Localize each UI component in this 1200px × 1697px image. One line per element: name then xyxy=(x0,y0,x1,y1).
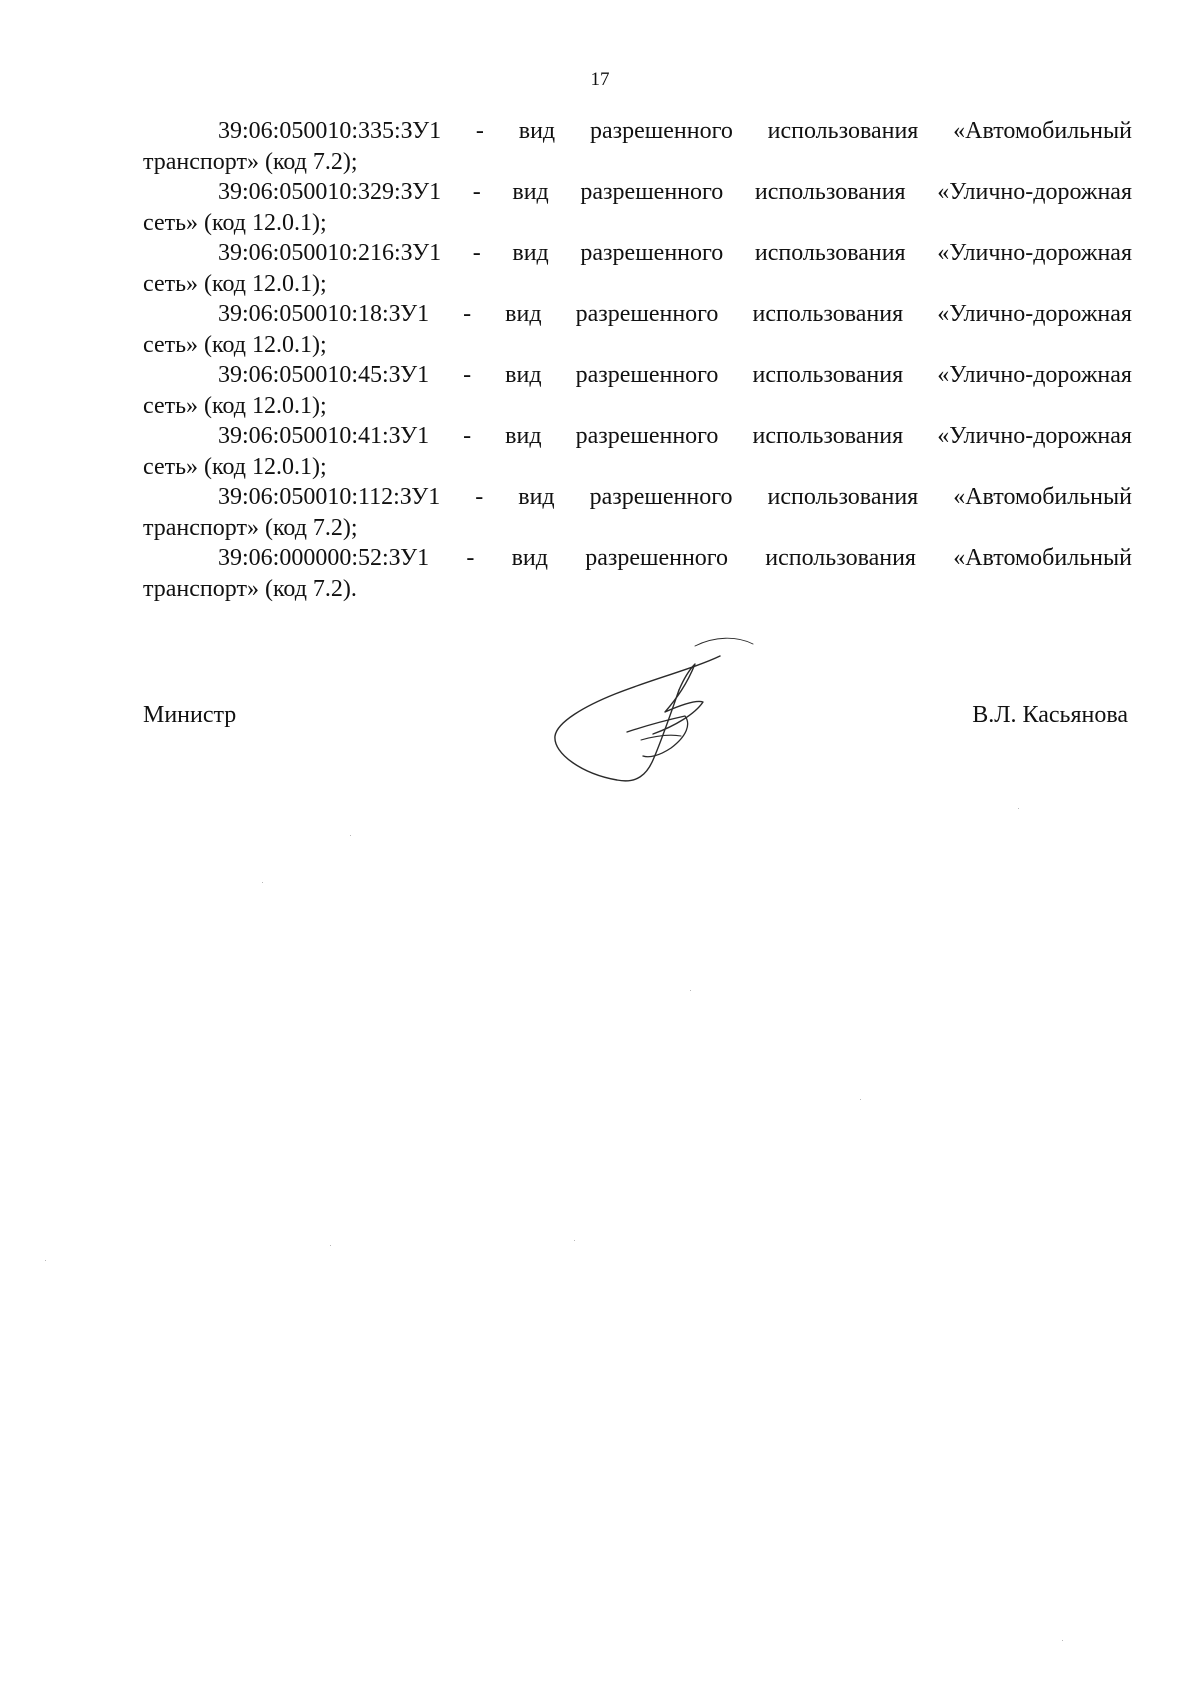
entry-word: разрешенного xyxy=(580,179,724,205)
entry-first-line xyxy=(143,360,1132,391)
entry-word: разрешенного xyxy=(575,362,719,388)
entry-word: - xyxy=(475,118,484,144)
entry-word: «Улично-дорожная xyxy=(937,179,1132,205)
entry-continuation: сеть» (код 12.0.1); xyxy=(143,392,327,419)
parcel-code: 39:06:050010:216:ЗУ1 xyxy=(218,240,442,266)
entry-word: «Автомобильный xyxy=(953,118,1132,144)
entry-word: разрешенного xyxy=(589,484,733,510)
entry-first-line xyxy=(143,238,1132,269)
parcel-entry xyxy=(143,482,1132,543)
parcel-code: 39:06:050010:329:ЗУ1 xyxy=(218,179,442,205)
entry-word: использования xyxy=(752,362,904,388)
entry-continuation: сеть» (код 12.0.1); xyxy=(143,270,327,297)
entry-first-line xyxy=(143,177,1132,208)
signature-stroke xyxy=(653,664,703,734)
parcel-code: 39:06:050010:18:ЗУ1 xyxy=(218,301,430,327)
entry-word: «Улично-дорожная xyxy=(937,240,1132,266)
parcel-code: 39:06:050010:41:ЗУ1 xyxy=(218,423,430,449)
scan-speck xyxy=(45,1260,46,1261)
parcel-list xyxy=(143,116,1132,604)
scan-speck xyxy=(690,990,691,991)
signature-stroke xyxy=(695,638,753,646)
entry-word: «Автомобильный xyxy=(953,545,1132,571)
signer-name: В.Л. Касьянова xyxy=(972,702,1128,728)
entry-continuation: транспорт» (код 7.2); xyxy=(143,148,358,175)
entry-continuation: сеть» (код 12.0.1); xyxy=(143,331,327,358)
scan-speck xyxy=(330,1245,331,1246)
entry-first-line xyxy=(143,543,1132,574)
entry-first-line xyxy=(143,299,1132,330)
entry-word: вид xyxy=(505,301,542,327)
scan-speck xyxy=(574,1240,575,1241)
entry-word: «Автомобильный xyxy=(953,484,1132,510)
entry-word: разрешенного xyxy=(575,423,719,449)
entry-word: - xyxy=(475,484,484,510)
parcel-entry xyxy=(143,116,1132,177)
scan-speck xyxy=(1062,1640,1063,1641)
entry-word: - xyxy=(463,423,472,449)
signer-role: Министр xyxy=(143,702,237,728)
entry-word: - xyxy=(472,179,481,205)
entry-word: использования xyxy=(767,118,919,144)
scan-speck xyxy=(1018,808,1019,809)
entry-word: вид xyxy=(505,423,542,449)
entry-word: «Улично-дорожная xyxy=(937,423,1132,449)
parcel-code: 39:06:000000:52:ЗУ1 xyxy=(218,545,430,571)
entry-word: использования xyxy=(754,179,906,205)
parcel-entry xyxy=(143,177,1132,238)
entry-word: использования xyxy=(754,240,906,266)
entry-word: вид xyxy=(518,484,555,510)
entry-word: вид xyxy=(511,545,548,571)
entry-first-line xyxy=(143,482,1132,513)
entry-word: вид xyxy=(505,362,542,388)
parcel-entry xyxy=(143,299,1132,360)
entry-word: вид xyxy=(512,179,549,205)
parcel-code: 39:06:050010:45:ЗУ1 xyxy=(218,362,430,388)
page-number: 17 xyxy=(590,69,610,90)
entry-word: использования xyxy=(765,545,916,571)
scan-speck xyxy=(350,835,351,836)
parcel-entry xyxy=(143,238,1132,299)
entry-word: - xyxy=(466,545,475,571)
entry-word: использования xyxy=(752,423,904,449)
parcel-code: 39:06:050010:112:ЗУ1 xyxy=(218,484,441,510)
entry-word: «Улично-дорожная xyxy=(937,362,1132,388)
entry-continuation: транспорт» (код 7.2); xyxy=(143,514,358,541)
entry-word: «Улично-дорожная xyxy=(937,301,1132,327)
entry-word: разрешенного xyxy=(585,545,729,571)
entry-first-line xyxy=(143,116,1132,147)
entry-word: - xyxy=(463,301,472,327)
entry-word: вид xyxy=(512,240,549,266)
parcel-entry xyxy=(143,360,1132,421)
entry-word: использования xyxy=(767,484,919,510)
entry-word: - xyxy=(472,240,481,266)
entry-continuation: транспорт» (код 7.2). xyxy=(143,575,357,602)
parcel-code: 39:06:050010:335:ЗУ1 xyxy=(218,118,442,144)
entry-word: - xyxy=(463,362,472,388)
entry-continuation: сеть» (код 12.0.1); xyxy=(143,453,327,480)
entry-word: разрешенного xyxy=(589,118,733,144)
scan-speck xyxy=(860,1099,861,1100)
entry-word: вид xyxy=(518,118,556,144)
parcel-entry xyxy=(143,421,1132,482)
entry-word: использования xyxy=(752,301,904,327)
signature-stroke xyxy=(555,656,720,781)
entry-first-line xyxy=(143,421,1132,452)
entry-word: разрешенного xyxy=(580,240,724,266)
entry-word: разрешенного xyxy=(575,301,719,327)
scan-speck xyxy=(262,882,263,883)
entry-continuation: сеть» (код 12.0.1); xyxy=(143,209,327,236)
parcel-entry xyxy=(143,543,1132,604)
handwritten-signature xyxy=(545,628,785,788)
